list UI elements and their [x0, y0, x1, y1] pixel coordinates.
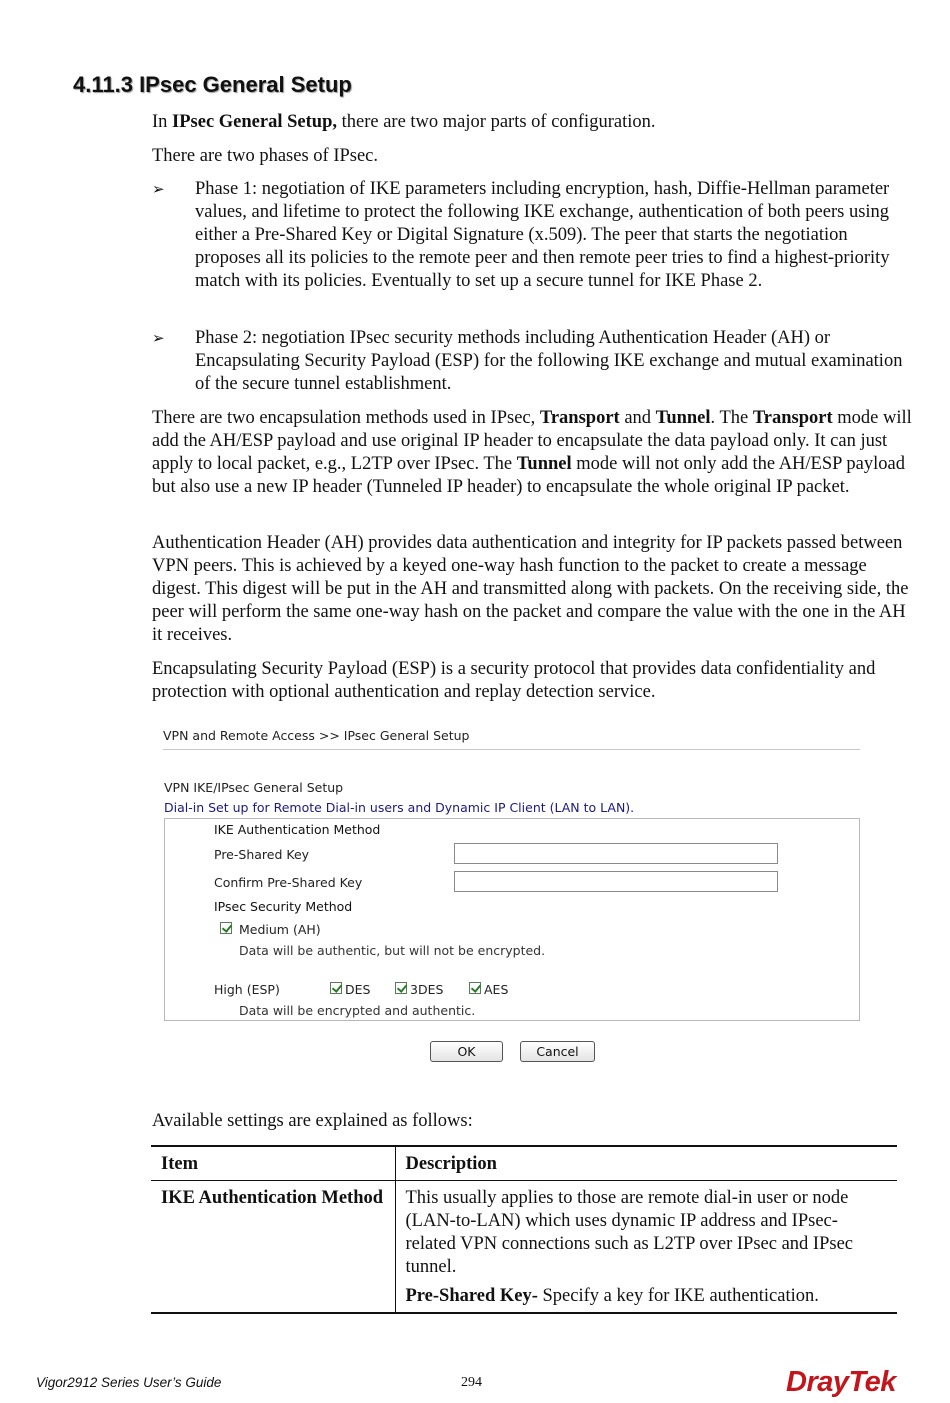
bullet-item: ➢ Phase 2: negotiation IPsec security methods including Authentication Header (AH) or Encapsulating Security Payload (ESP) for the following IKE exchange and mutual examination of the secure tunnel establishment.: [152, 328, 903, 394]
confirm-psk-label: Confirm Pre-Shared Key: [214, 875, 363, 890]
des-checkbox[interactable]: [330, 982, 342, 994]
ah-paragraph: Authentication Header (AH) provides data authentication and integrity for IP packets passed between VPN peers. This is achieved by a keyed one-way hash function to the packet to create a message digest. This digest will be put in the AH and transmitted along with packets. On the receiving side, the peer will perform the same one-way hash on the packet and compare the value with the one in the AH it receives.: [152, 533, 909, 645]
footer-guide-title: Vigor2912 Series User’s Guide: [36, 1375, 222, 1390]
high-note: Data will be encrypted and authentic.: [239, 1003, 476, 1018]
row-description: This usually applies to those are remote dial-in user or node (LAN-to-LAN) which uses dynamic IP address and IPsec-related VPN connections such as L2TP over IPsec and IPsec tunnel. Pre-Shared Key- Specify a key for IKE authentication.: [395, 1181, 897, 1314]
bullet-item: ➢ Phase 1: negotiation of IKE parameters including encryption, hash, Diffie-Hellman parameter values, and lifetime to protect the following IKE exchange, authentication of both peers using either a Pre-Shared Key or Digital Signature (x.509). The peer that starts the negotiation proposes all its policies to the remote peer and then remote peer tries to find a highest-priority match with its policies. Eventually to set up a secure tunnel for IKE Phase 2.: [152, 179, 890, 291]
aes-checkbox[interactable]: [469, 982, 481, 994]
arrow-bullet-icon: ➢: [152, 329, 165, 347]
table-row: [151, 1181, 897, 1314]
section-title: 4.11.3 IPsec General Setup: [73, 72, 352, 97]
high-esp-label: High (ESP): [214, 982, 280, 997]
setup-subtitle: VPN IKE/IPsec General Setup: [164, 780, 344, 795]
confirm-psk-input[interactable]: [454, 871, 778, 892]
intro-paragraph: In IPsec General Setup, there are two major parts of configuration.: [152, 112, 656, 132]
breadcrumb: VPN and Remote Access >> IPsec General Setup: [163, 728, 470, 743]
header-description: Description: [395, 1146, 897, 1181]
des-label: DES: [345, 982, 371, 997]
medium-note: Data will be authentic, but will not be encrypted.: [239, 943, 546, 958]
draytek-logo: DrayTek: [786, 1366, 896, 1398]
ipsec-heading: IPsec Security Method: [214, 899, 353, 914]
row-item: IKE Authentication Method: [151, 1181, 395, 1314]
psk-label: Pre-Shared Key: [214, 847, 310, 862]
ok-button[interactable]: OK: [430, 1041, 503, 1062]
esp-paragraph: Encapsulating Security Payload (ESP) is a security protocol that provides data confidentiality and protection with optional authentication and replay detection service.: [152, 659, 876, 702]
cancel-button[interactable]: Cancel: [520, 1041, 595, 1062]
3des-checkbox[interactable]: [395, 982, 407, 994]
table-header-row: [151, 1146, 897, 1181]
page-number: 294: [461, 1375, 482, 1390]
header-item: Item: [151, 1146, 395, 1181]
settings-table: [151, 1145, 897, 1314]
medium-ah-label: Medium (AH): [239, 922, 321, 937]
arrow-bullet-icon: ➢: [152, 180, 165, 198]
phases-intro: There are two phases of IPsec.: [152, 146, 379, 166]
aes-label: AES: [484, 982, 509, 997]
ike-heading: IKE Authentication Method: [214, 822, 381, 837]
available-settings-text: Available settings are explained as follows:: [152, 1111, 473, 1131]
divider: [163, 749, 860, 750]
settings-panel: [164, 818, 860, 1021]
encapsulation-paragraph: There are two encapsulation methods used in IPsec, Transport and Tunnel. The Transport mode will add the AH/ESP payload and use original IP header to encapsulate the data payload only. It can just apply to local packet, e.g., L2TP over IPsec. The Tunnel mode will not only add the AH/ESP payload but also use a new IP header (Tunneled IP header) to encapsulate the whole original IP packet.: [152, 408, 912, 497]
setup-subnote: Dial-in Set up for Remote Dial-in users and Dynamic IP Client (LAN to LAN).: [164, 800, 635, 815]
3des-label: 3DES: [410, 982, 444, 997]
psk-input[interactable]: [454, 843, 778, 864]
medium-ah-checkbox[interactable]: [220, 922, 232, 934]
